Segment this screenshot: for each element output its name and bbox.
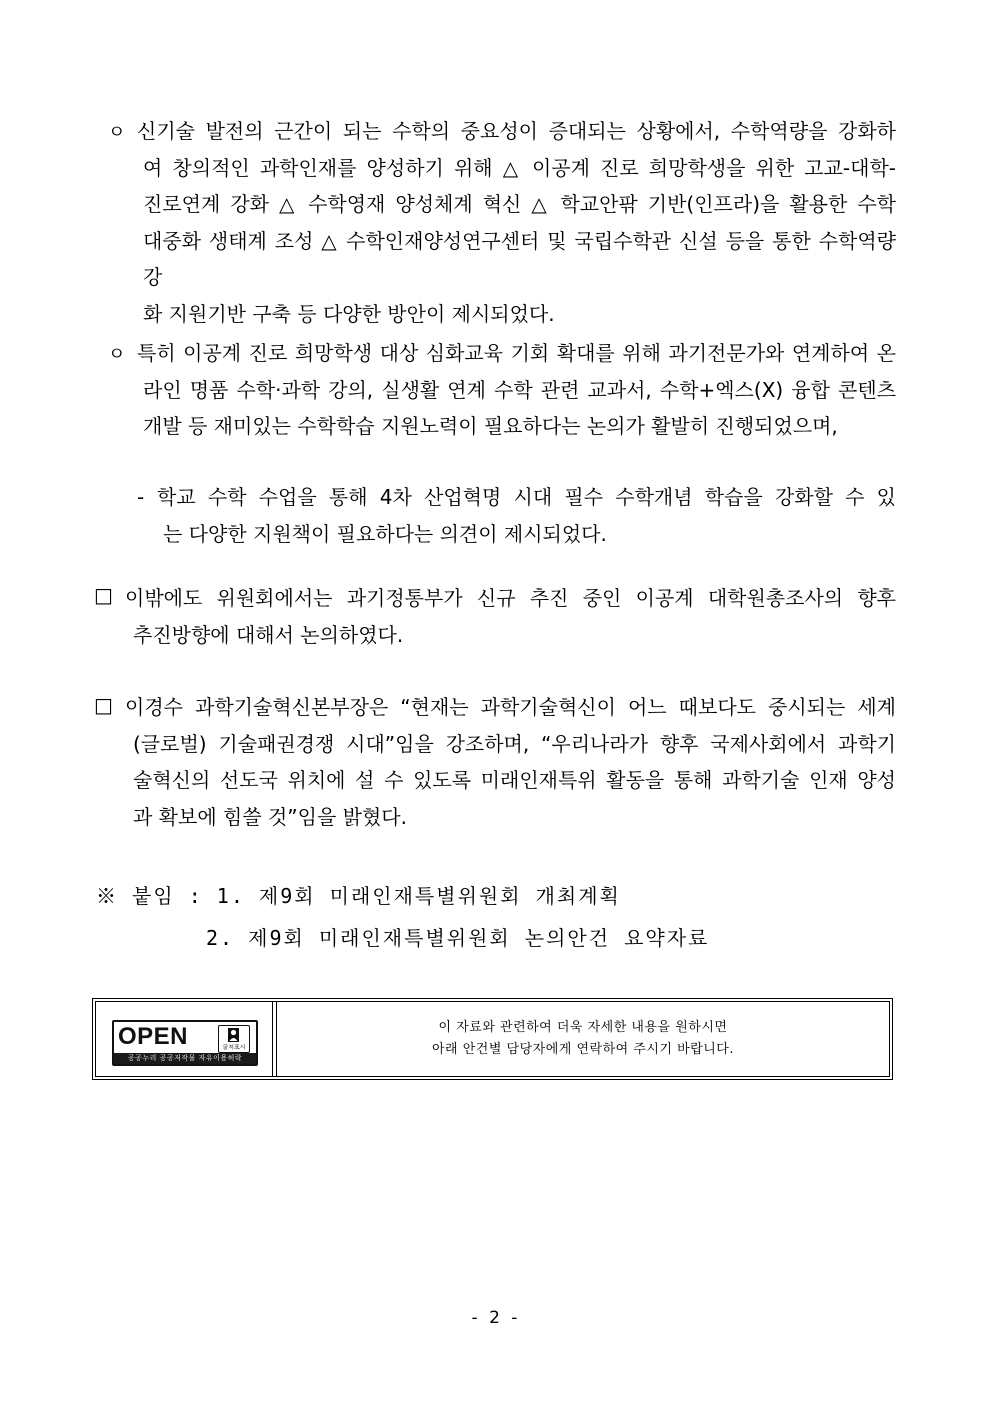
text-line: 학교 수학 수업을 통해 4차 산업혁명 시대 필수 수학개념 학습을 강화할 수 있 bbox=[157, 485, 896, 509]
text-line: 여 창의적인 과학인재를 양성하기 위해 △ 이공계 진로 희망학생을 위한 고교-대학- bbox=[143, 155, 896, 180]
text-line: 라인 명품 수학·과학 강의, 실생활 연계 수학 관련 교과서, 수학+엑스(X) 융합 콘텐츠 bbox=[143, 377, 896, 402]
open-license-box bbox=[92, 998, 893, 1080]
paragraph-graduate-survey bbox=[125, 580, 896, 653]
paragraph-advanced-education bbox=[137, 335, 896, 445]
text-line: 이경수 과학기술혁신본부장은 “현재는 과학기술혁신이 어느 때보다도 중시되는 세계 bbox=[125, 695, 896, 719]
attribution-badge-label: 출처표시 bbox=[222, 1044, 246, 1051]
logo-cell bbox=[96, 1002, 273, 1076]
paragraph-director-remarks bbox=[125, 689, 896, 835]
attachment-line-2: 2. 제9회 미래인재특별위원회 논의안건 요약자료 bbox=[206, 926, 710, 950]
text-line: 술혁신의 선도국 위치에 설 수 있도록 미래인재특위 활동을 통해 과학기술 인재 양성 bbox=[133, 768, 896, 792]
square-bullet: □ bbox=[94, 583, 113, 607]
text-line: 신기술 발전의 근간이 되는 수학의 중요성이 증대되는 상황에서, 수학역량을 강화하 bbox=[137, 119, 896, 143]
text-line: 진로연계 강화 △ 수학영재 양성체계 혁신 △ 학교안팎 기반(인프라)을 활용한 수학 bbox=[143, 192, 896, 216]
contact-notice-line-2: 아래 안건별 담당자에게 연락하여 주시기 바랍니다. bbox=[431, 1042, 734, 1057]
dash-bullet: - bbox=[137, 485, 145, 509]
text-line: 추진방향에 대해서 논의하였다. bbox=[133, 622, 404, 647]
contact-notice-line-1: 이 자료와 관련하여 더욱 자세한 내용을 원하시면 bbox=[438, 1020, 728, 1035]
contact-notice bbox=[276, 1002, 889, 1076]
text-line: 개발 등 재미있는 수학학습 지원노력이 필요하다는 논의가 활발히 진행되었으며, bbox=[143, 414, 838, 438]
text-line: 는 다양한 지원책이 필요하다는 의견이 제시되었다. bbox=[163, 521, 607, 546]
paragraph-school-support bbox=[157, 479, 896, 552]
text-line: 대중화 생태계 조성 △ 수학인재양성연구센터 및 국립수학관 신설 등을 통한 수학역량강 bbox=[143, 228, 896, 289]
text-line: 화 지원기반 구축 등 다양한 방안이 제시되었다. bbox=[143, 301, 555, 326]
open-logo-text: OPEN bbox=[118, 1023, 189, 1050]
open-license-inner-frame bbox=[95, 1001, 890, 1077]
attribution-badge-icon bbox=[218, 1025, 250, 1053]
page-number: - 2 - bbox=[471, 1308, 521, 1328]
attachment-line-1: ※ 붙임 : 1. 제9회 미래인재특별위원회 개최계획 bbox=[96, 884, 621, 908]
text-line: 과 확보에 힘쓸 것”임을 밝혔다. bbox=[133, 804, 407, 829]
text-line: (글로벌) 기술패권경쟁 시대”임을 강조하며, “우리나라가 향후 국제사회에서 과학기 bbox=[133, 731, 896, 756]
circle-bullet: ㅇ bbox=[108, 344, 126, 365]
text-line: 이밖에도 위원회에서는 과기정통부가 신규 추진 중인 이공계 대학원총조사의 향후 bbox=[125, 586, 896, 610]
circle-bullet: ㅇ bbox=[108, 122, 126, 143]
text-line: 특히 이공계 진로 희망학생 대상 심화교육 기회 확대를 위해 과기전문가와 연계하여 온 bbox=[137, 341, 896, 365]
logo-strip-text: 공공누리 공공저작물 자유이용허락 bbox=[114, 1053, 256, 1064]
open-license-logo bbox=[112, 1020, 258, 1066]
square-bullet: □ bbox=[94, 693, 113, 717]
paragraph-math-strategy bbox=[137, 113, 896, 332]
